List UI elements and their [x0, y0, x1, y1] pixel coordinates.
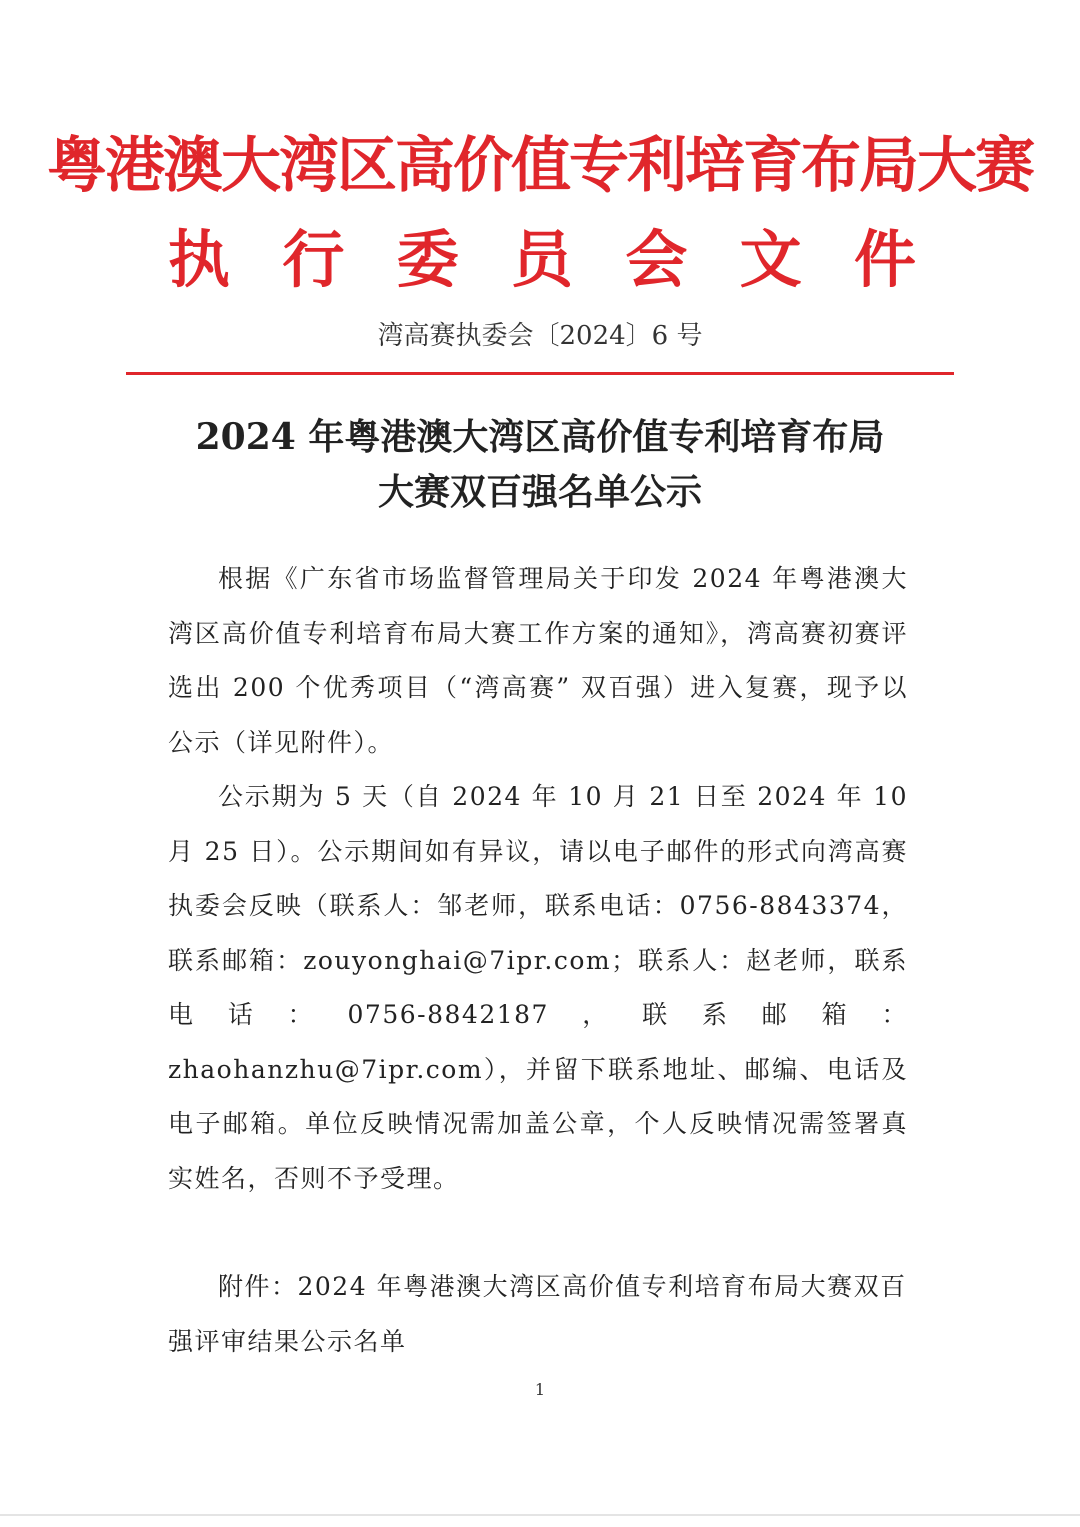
issuer-header-line1: 粤港澳大湾区高价值专利培育布局大赛	[47, 131, 1033, 201]
header-divider	[126, 372, 954, 375]
header-char: 执	[168, 223, 231, 296]
header-char: 文	[739, 223, 802, 296]
attachment-note	[168, 1260, 908, 1369]
page-number: 1	[534, 1380, 546, 1399]
body-paragraph: 公示期为 5 天（自 2024 年 10 月 21 日至 2024 年 10 月 25 日）。公示期间如有异议，请以电子邮件的形式向湾高赛执委会反映（联系人：邹老师，联系电话：0756-8843374，联系邮箱：zouyonghai@7ipr.com；联系人：赵老师，联系电话：0756-8842187，联系邮箱：zhaohanzhu@7ipr.com），并留下联系地址、邮编、电话及电子邮箱。单位反映情况需加盖公章，个人反映情况需签署真实姓名，否则不予受理。	[168, 782, 908, 1193]
document-number: 湾高赛执委会〔2024〕6 号	[377, 321, 703, 351]
attachment-text: 附件：2024 年粤港澳大湾区高价值专利培育布局大赛双百强评审结果公示名单	[168, 1272, 907, 1356]
document-title	[0, 410, 1080, 520]
title-line1: 2024 年粤港澳大湾区高价值专利培育布局	[195, 416, 885, 458]
header-char: 员	[510, 223, 573, 296]
body-paragraph: 根据《广东省市场监督管理局关于印发 2024 年粤港澳大湾区高价值专利培育布局大赛工作方案的通知》，湾高赛初赛评选出 200 个优秀项目（“湾高赛” 双百强）进入复赛，现予以公示（详见附件）。	[168, 564, 908, 757]
title-line2: 大赛双百强名单公示	[377, 471, 702, 513]
header-char: 行	[282, 223, 345, 296]
header-char: 会	[625, 223, 688, 296]
header-char: 件	[853, 223, 916, 296]
page-bottom-edge	[0, 1514, 1080, 1516]
issuer-header-line2	[168, 220, 916, 300]
header-char: 委	[396, 223, 459, 296]
document-body	[168, 552, 908, 1206]
